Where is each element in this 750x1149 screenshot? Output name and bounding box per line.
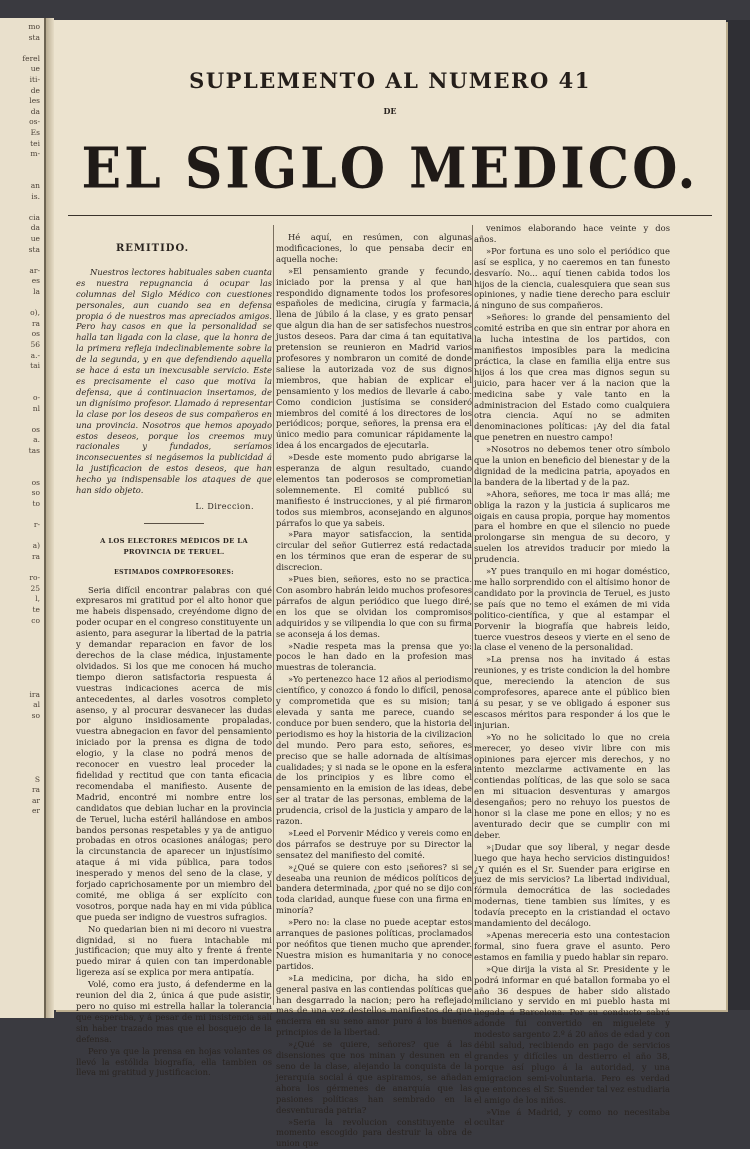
paragraph: »Que dirija la vista al Sr. Presidente y le podrá informar en qué batallon formaba yo el año 36 despues de haber sido alistado miliciano y servido en mi pueblo hasta mi llegada á Barcelona. Por su conducto sabrá adonde fui convertido en miguelete y modesto sargento 2.º á 20 años de edad y con débil salud, recibiendo en pago de servicios grandes y difíciles un destierro el año 38, porque así plugo á la autoridad, y una emigracion semi-voluntaria. Pero es verdad que entonces el Sr. Suender tal vez estudiaria el amigo de los niños.	[474, 964, 670, 1106]
letter-salutation: ESTIMADOS COMPROFESORES:	[76, 568, 272, 579]
paragraph: »Pero no: la clase no puede aceptar estos arranques de pasiones políticas, proclamados por neófitos que tienen mucho que aprender. Nuestra mision es humanitaria y no conoce partidos.	[276, 917, 472, 972]
paragraph: »Desde este momento pudo abrigarse la esperanza de algun resultado, cuando elementos tan poderosos se comprometian solemnemente. El comité publicó su manifiesto é instrucciones, y al pié firmaron todos sus miembros, aconsejando en algunos párrafos lo que ya sabeis.	[276, 452, 472, 528]
background-edge	[726, 20, 750, 1010]
left-page-text-fragment: S	[0, 775, 40, 786]
column-3	[474, 223, 670, 993]
paragraph: »Ahora, señores, me toca ir mas allá; me obliga la razon y la justicia á suplicaros me oigais en causa propia, porque hay momentos para el hombre en que el silencio no puede prolongarse sin mengua de su decoro, y suelen los atrevidos traducir por miedo la prudencia.	[474, 489, 670, 565]
letter-heading: A LOS ELECTORES MÉDICOS DE LA PROVINCIA DE TERUEL.	[76, 536, 272, 558]
paragraph: Hé aquí, en resúmen, con algunas modificaciones, lo que pensaba decir en aquella noche:	[276, 232, 472, 265]
left-page-text-fragment: an	[0, 181, 40, 192]
remitido-text	[76, 267, 272, 496]
left-page-text-fragment: is.	[0, 192, 40, 203]
left-page-text-fragment: tei	[0, 139, 40, 150]
left-page-text-fragment: so	[0, 488, 40, 499]
paragraph: »Vine á Madrid, y como no necesitaba ocultar	[474, 1107, 670, 1129]
left-page-text-fragment: os	[0, 329, 40, 340]
left-page-text-fragment: da	[0, 223, 40, 234]
paragraph: Seria difícil encontrar palabras con qué expresaros mi gratitud por el alto honor que me habeis dispensado, creyéndome digno de poder ocupar en el congreso constituyente un asiento, para asegurar la libertad de la patria y demandar reparacion en favor de los derechos de la clase médica, injustamente olvidados. Si los que me conocen há mucho tiempo dieron satisfactoria respuesta á vuestras indicaciones acerca de mis antecedentes, al darles vosotros completo asenso, y al procurar desvanecer las dudas por alguno insidiosamente propaladas, vuestra abnegacion en favor del pensamiento iniciado por la prensa es digna de todo elogio, y la clase no podrá menos de reconocer en vuestro leal proceder la fidelidad y rectitud que con tanta eficacia recomendaba el manifiesto. Ausente de Madrid, encontré mi nombre entre los candidatos que debian luchar en la provincia de Teruel, lucha estéril hallándose en ambos bandos personas respetables y ya de antiguo probadas en otros ocasiones análogas; pero la circunstancia de aparecer un injustísimo ataque á mi vida pública, para todos inesperado y menos del seno de la clase, y forjado caprichosamente por un miembro del comité, me obliga á ser explícito con vosotros, porque nada hay en mi vida pública que pueda ser indigno de vuestros sufragios.	[76, 585, 272, 923]
left-page-text-fragment: o),	[0, 308, 40, 319]
header-rule	[68, 215, 712, 216]
left-page-text-fragment: ra	[0, 552, 40, 563]
paragraph: »Señores: lo grande del pensamiento del comité estriba en que sin entrar por ahora en la lucha intestina de los partidos, con manifiestos imposibles para la medicina práctica, la clase en familia elija entre sus hijos á los que crea mas dignos segun su juicio, para hacer ver á la nacion que la medicina sabe y vale tanto en la administracion del Estado como cualquiera otra ciencia. Aquí no se admiten denominaciones políticas: ¡Ay del dia fatal que penetren en nuestro campo!	[474, 312, 670, 443]
section-rule	[144, 523, 204, 524]
left-page-text-fragment: co	[0, 616, 40, 627]
left-page-text-fragment: de	[0, 86, 40, 97]
paragraph: »El pensamiento grande y fecundo, iniciado por la prensa y al que han respondido dignamente todos los profesores españoles de medicina, cirugía y farmacia, llena de júbilo á la clase, y es grato pensar que algun dia han de ser satisfechos nuestros justos deseos. Para dar cima á tan equitativa pretension se reunieron en Madrid varios profesores y nombraron un comité de donde saliese la autorizada voz de sus dignos miembros, que habian de explicar el pensamiento y los medios de llevarle á cabo. Como condicion justísima se consideró miembros del comité á los directores de los periódicos; porque, señores, la prensa era el único medio para comunicar rápidamente la idea á los encargados de ejecutarla.	[276, 266, 472, 451]
left-page-text-fragment: r-	[0, 520, 40, 531]
left-page-text-fragment: es	[0, 276, 40, 287]
left-page-text-fragment: cia	[0, 213, 40, 224]
left-page-text-fragment: er	[0, 806, 40, 817]
left-page-text-fragment: ue	[0, 234, 40, 245]
left-page-text-fragment: iti-	[0, 75, 40, 86]
left-page-text-fragment: os	[0, 425, 40, 436]
title-connector: DE	[54, 106, 726, 116]
column-divider	[472, 225, 473, 1005]
paragraph: »Y pues tranquilo en mi hogar doméstico, me hallo sorprendido con el altísimo honor de candidato por la provincia de Teruel, es justo se país que no temo el exámen de mi vida politico-científica, y que al estampar el Porvenir la biografía que habreis leido, tuerce vuestros deseos y vierte en el seno de la clase el veneno de la personalidad.	[474, 566, 670, 653]
left-page-text-fragment: o-	[0, 393, 40, 404]
remitido-heading: REMITIDO.	[116, 244, 272, 255]
supplement-title: SUPLEMENTO AL NUMERO 41	[54, 68, 726, 93]
paragraph: »Nosotros no debemos tener otro símbolo que la union en beneficio del bienestar y de la dignidad de la medicina patria, apoyados en la bandera de la libertad y de la paz.	[474, 444, 670, 488]
left-page-text-fragment: ra	[0, 319, 40, 330]
masthead-title: EL SIGLO MEDICO.	[54, 136, 726, 202]
paragraph: »Yo no he solicitado lo que no creia merecer, yo deseo vivir libre con mis opiniones para ejercer mis derechos, y no intento mezclarme activamente en las contiendas políticas, de las que solo se saca en mi situacion desventuras y amargos desengaños; pero no rehuyo los puestos de honor si la clase me pone en ellos; y no es aventurado decir que se cumplir con mi deber.	[474, 732, 670, 841]
paragraph: »Pues bien, señores, esto no se practica. Con asombro habrán leido muchos profesores párrafos de algun periódico que luego diré, en los que se olvidan los compromisos adquiridos y se vilipendia lo que con su firma se aconseja á los demas.	[276, 574, 472, 639]
left-page-text-fragment: 56	[0, 340, 40, 351]
paragraph: »Para mayor satisfaccion, la sentida circular del señor Gutierrez está redactada en los términos que eran de esperar de su discrecion.	[276, 529, 472, 573]
remitido-signature: L. Direccion.	[76, 502, 254, 513]
left-page-text-fragment: a)	[0, 541, 40, 552]
paragraph: »Seria la revolucion constituyente el momento escogido para destruir la obra de union que	[276, 1117, 472, 1149]
paragraph: »¡Dudar que soy liberal, y negar desde luego que haya hecho servicios distinguidos! ¿Y quién es el Sr. Suender para erigirse en juez de mis servicios? La libertad individual, fórmula democrática de las sociedades modernas, tiene tambien sus límites, y es todavía precepto en la cristiandad el octavo mandamiento del decálogo.	[474, 842, 670, 929]
left-page-text-fragment: da	[0, 107, 40, 118]
left-page-text-fragment: Es	[0, 128, 40, 139]
left-page-text-fragment: te	[0, 605, 40, 616]
left-page-text-fragment: ira	[0, 690, 40, 701]
remitido-paragraph: Nuestros lectores habituales saben cuanta es nuestra repugnancia á ocupar las columnas del Siglo Médico con cuestiones personales, aun cuando sea en defensa propia ó de nuestros mas apreciados amigos. Pero hay casos en que la personalidad se halla tan ligada con la clase, que la honra de la primera refleja indeclinablemente sobre la de la segunda, y en que defendiendo aquella se hace á esta un inexcusable servicio. Este es precisamente el caso que motiva la defensa, que á continuacion insertamos, de un dignísimo profesor. Llamado á representar la clase por los deseos de sus compañeros en una provincia. Nosotros que hemos apoyado estos deseos, porque los creemos muy racionales y fundados, seríamos inconsecuentes si negásemos la publicidad á la justificacion de estos deseos, que han hecho ya indispensable los ataques de que han sido objeto.	[76, 267, 272, 496]
paragraph: »Por fortuna es uno solo el periódico que así se esplica, y no caeremos en tan funesto desvarío. No... aquí tienen cabida todos los hijos de la ciencia, cualesquiera que sean sus opiniones, y nadie tiene derecho para escluir á ninguno de sus compañeros.	[474, 246, 670, 311]
left-page-edge	[0, 18, 46, 1018]
column-divider	[273, 225, 274, 1005]
paragraph: Pero ya que la prensa en hojas volantes os llevó la estólida biografía, ella tambien os lleva mi gratitud y justificacion.	[76, 1046, 272, 1079]
left-page-text-fragment: la	[0, 287, 40, 298]
column-2	[276, 232, 472, 1002]
left-page-text-fragment: mo	[0, 22, 40, 33]
book-spine	[46, 18, 54, 1018]
paragraph: No quedarian bien ni mi decoro ni vuestra dignidad, si no fuera intachable mi justificacion; que muy alto y frente á frente puedo mirar á quien con tan imperdonable ligereza así se explica por mera antipatía.	[76, 924, 272, 979]
left-page-text-fragment: os	[0, 478, 40, 489]
paragraph: »¿Qué se quiere, señores? que á las disensiones que nos minan y desunen en el seno de la clase, alejando la conquista de la jerarquía social á que aspiramos, se añadan ahora los gérmenes de anarquía que las pasiones políticas han sembrado en la desventurada patria?	[276, 1039, 472, 1115]
paragraph: venimos elaborando hace veinte y dos años.	[474, 223, 670, 245]
paragraph: Volé, como era justo, á defenderme en la reunion del dia 2, única á que pude asistir, pero no quiso mi estrella hallar la tolerancia que esperaba, y á pesar de mi insistencia salí sin haber trazado mas que el bosquejo de la defensa.	[76, 979, 272, 1044]
left-page-text-fragment: tai	[0, 361, 40, 372]
paragraph: »Apenas mereceria esto una contestacion formal, sino fuera grave el asunto. Pero estamos en familia y puedo hablar sin reparo.	[474, 930, 670, 963]
paragraph: »La medicina, por dicha, ha sido en general pasiva en las contiendas políticas que han desgarrado la nacion; pero ha reflejado mas de una vez destellos manifiestos de que encierra en su seno amor puro á los buenos principios de la libertad.	[276, 973, 472, 1038]
paragraph: »Yo pertenezco hace 12 años al periodismo científico, y conozco á fondo lo difícil, penosa y comprometida que es su mision; tan elevada y santa me parece, cuando se conduce por buen sendero, que la historia del periodismo es hoy la historia de la civilizacion del mundo. Pero para esto, señores, es preciso que se halle adornada de altísimas cualidades; y si nada se le opone en la esfera de los principios y es libre como el pensamiento en la emision de las ideas, debe ser al tratar de las personas, emblema de la prudencia, crisol de la justicia y amparo de la razon.	[276, 674, 472, 827]
left-page-text-fragment: ue	[0, 64, 40, 75]
paragraph: »¿Qué se quiere con esto ¡señores? si se deseaba una reunion de médicos políticos de bandera determinada, ¿por qué no se dijo con toda claridad, aunque fuese con una firma en minoría?	[276, 862, 472, 917]
paragraph: »Nadie respeta mas la prensa que yo: pocos le han dado en la profesion mas muestras de tolerancia.	[276, 641, 472, 674]
left-page-text-fragment: 25	[0, 584, 40, 595]
left-page-text-fragment: ar-	[0, 266, 40, 277]
left-page-text-fragment: nl	[0, 404, 40, 415]
left-page-text-fragment: ra	[0, 785, 40, 796]
left-page-text-fragment: to	[0, 499, 40, 510]
left-page-text-fragment: ar	[0, 796, 40, 807]
column-1	[76, 232, 272, 1002]
left-page-text-fragment: ferel	[0, 54, 40, 65]
letter-body-col1	[76, 585, 272, 1079]
left-page-text-fragment: sta	[0, 245, 40, 256]
left-page-text-fragment: m-	[0, 149, 40, 160]
left-page-text-fragment: al	[0, 700, 40, 711]
left-page-text-fragment: sta	[0, 33, 40, 44]
newspaper-page	[54, 20, 726, 1010]
paragraph: »Leed el Porvenir Médico y vereis como en dos párrafos se destruye por su Director la sensatez del manifiesto del comité.	[276, 828, 472, 861]
left-page-text-fragment: a.-	[0, 351, 40, 362]
paragraph: »La prensa nos ha invitado á estas reuniones, y es triste condicion la del hombre que, mereciendo la atencion de sus comprofesores, aparece ante el público bien á su pesar, y se ve obligado á esponer sus escasos méritos para responder á los que le injurian.	[474, 654, 670, 730]
left-page-text-fragment: l,	[0, 594, 40, 605]
left-page-text-fragment: so	[0, 711, 40, 722]
left-page-text-fragment: les	[0, 96, 40, 107]
left-page-text-fragment: os-	[0, 117, 40, 128]
left-page-text-fragment: tas	[0, 446, 40, 457]
left-page-text-fragment: ro-	[0, 573, 40, 584]
left-page-text-fragment: a.	[0, 435, 40, 446]
